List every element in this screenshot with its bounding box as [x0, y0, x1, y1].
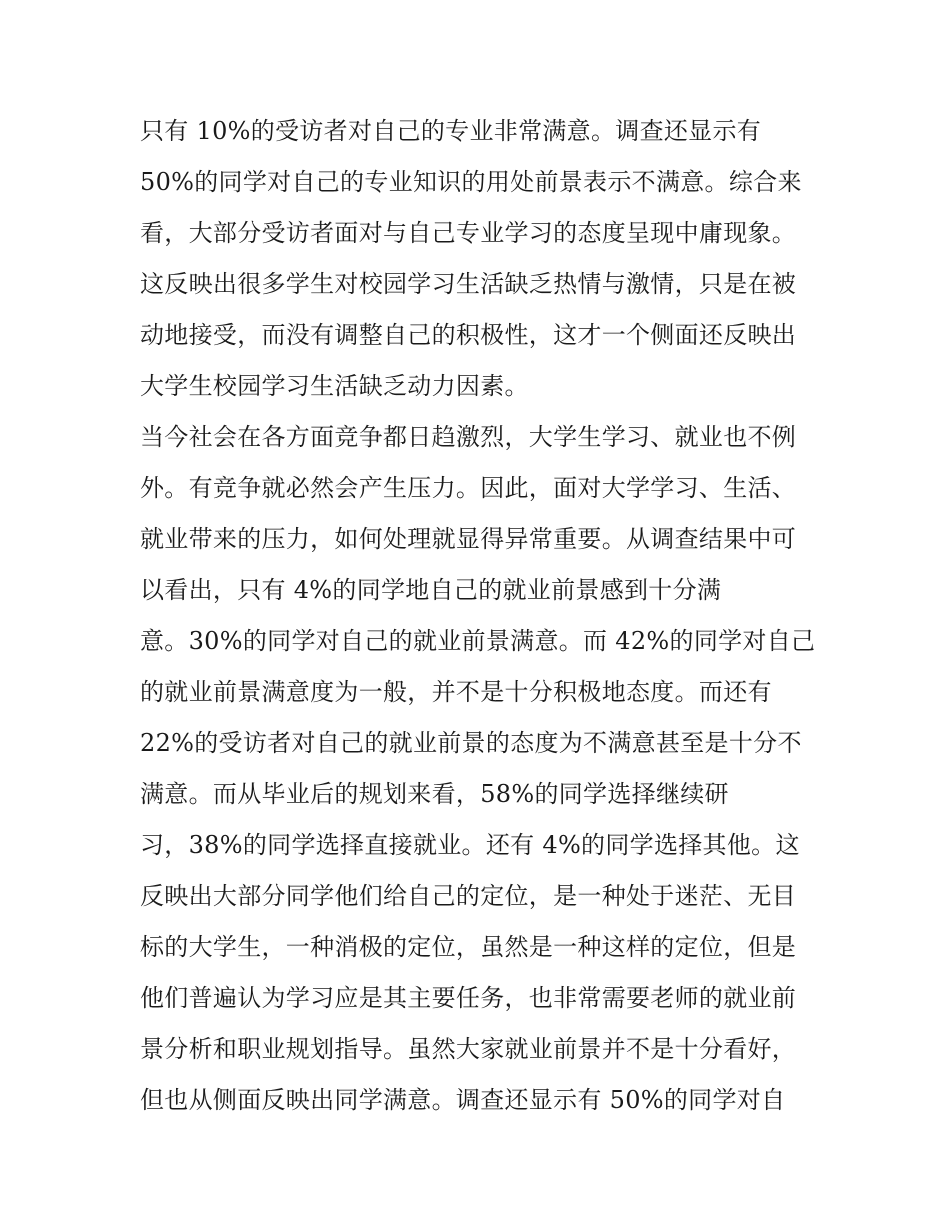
text-line: 以看出，只有 4%的同学地自己的就业前景感到十分满 [140, 576, 722, 604]
text-line: 反映出大部分同学他们给自己的定位，是一种处于迷茫、无目 [140, 882, 797, 910]
text-line: 满意。而从毕业后的规划来看，58%的同学选择继续研 [140, 780, 729, 808]
body-text [140, 106, 830, 1126]
text-line: 当今社会在各方面竞争都日趋激烈，大学生学习、就业也不例 [140, 423, 797, 451]
text-line: 意。30%的同学对自己的就业前景满意。而 42%的同学对自己 [140, 627, 816, 655]
text-line: 大学生校园学习生活缺乏动力因素。 [140, 372, 529, 400]
text-line: 就业带来的压力，如何处理就显得异常重要。从调查结果中可 [140, 525, 797, 553]
text-line: 但也从侧面反映出同学满意。调查还显示有 50%的同学对自 [140, 1086, 786, 1114]
text-line: 22%的受访者对自己的就业前景的态度为不满意甚至是十分不 [140, 729, 802, 757]
text-line: 只有 10%的受访者对自己的专业非常满意。调查还显示有 [140, 117, 762, 145]
text-line: 标的大学生，一种消极的定位，虽然是一种这样的定位，但是 [140, 933, 797, 961]
text-line: 看，大部分受访者面对与自己专业学习的态度呈现中庸现象。 [140, 219, 797, 247]
text-line: 习，38%的同学选择直接就业。还有 4%的同学选择其他。这 [140, 831, 800, 859]
text-line: 动地接受，而没有调整自己的积极性，这才一个侧面还反映出 [140, 321, 797, 349]
text-line: 这反映出很多学生对校园学习生活缺乏热情与激情，只是在被 [140, 270, 797, 298]
text-line: 他们普遍认为学习应是其主要任务，也非常需要老师的就业前 [140, 984, 797, 1012]
text-line: 景分析和职业规划指导。虽然大家就业前景并不是十分看好， [140, 1035, 797, 1063]
text-line: 50%的同学对自己的专业知识的用处前景表示不满意。综合来 [140, 168, 802, 196]
text-line: 外。有竞争就必然会产生压力。因此，面对大学学习、生活、 [140, 474, 797, 502]
text-line: 的就业前景满意度为一般，并不是十分积极地态度。而还有 [140, 678, 772, 706]
